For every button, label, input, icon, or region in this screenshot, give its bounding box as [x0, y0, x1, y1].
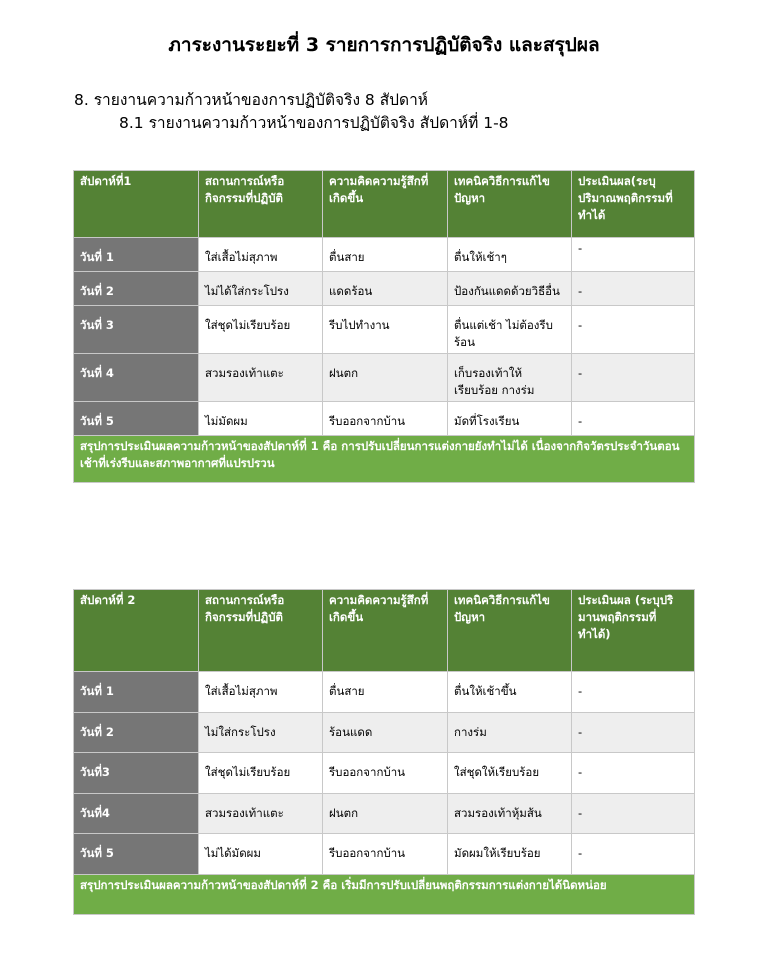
- week-summary: สรุปการประเมินผลความก้าวหน้าของสัปดาห์ที่ 1 คือ การปรับเปลี่ยนการแต่งกายยังทำไม่ได้ เนื่องจากกิจวัตรประจำวันตอนเช้าที่เร่งรีบและสภาพอากาศที่แปรปรวน: [74, 436, 695, 483]
- evaluation-cell: -: [572, 834, 695, 875]
- evaluation-cell: -: [572, 794, 695, 834]
- week-2-table: [73, 589, 695, 915]
- technique-cell: สวมรองเท้าหุ้มส้น: [448, 794, 572, 834]
- feeling-cell: รีบออกจากบ้าน: [323, 402, 448, 436]
- summary-row: [74, 436, 695, 483]
- table-row: [74, 672, 695, 713]
- technique-cell: เก็บรองเท้าให้เรียบร้อย กางร่ม: [448, 354, 572, 402]
- feeling-cell: ร้อนแดด: [323, 713, 448, 753]
- situation-cell: สวมรองเท้าแตะ: [199, 354, 323, 402]
- situation-cell: สวมรองเท้าแตะ: [199, 794, 323, 834]
- technique-cell: ใส่ชุดให้เรียบร้อย: [448, 753, 572, 794]
- header-situation: สถานการณ์หรือกิจกรรมที่ปฏิบัติ: [199, 590, 323, 672]
- header-evaluation: ประเมินผล (ระบุปริมานพฤติกรรมที่ทำได้): [572, 590, 695, 672]
- technique-cell: ตื่นให้เช้าๆ: [448, 238, 572, 272]
- header-feeling: ความคิดความรู้สึกที่เกิดขึ้น: [323, 171, 448, 238]
- evaluation-cell: -: [572, 753, 695, 794]
- table-row: [74, 753, 695, 794]
- table-row: [74, 402, 695, 436]
- situation-cell: ไม่ใส่กระโปรง: [199, 713, 323, 753]
- week-summary: สรุปการประเมินผลความก้าวหน้าของสัปดาห์ที่ 2 คือ เริ่มมีการปรับเปลี่ยนพฤติกรรมการแต่งกายได้นิดหน่อย: [74, 875, 695, 915]
- feeling-cell: รีบออกจากบ้าน: [323, 834, 448, 875]
- header-situation: สถานการณ์หรือกิจกรรมที่ปฏิบัติ: [199, 171, 323, 238]
- feeling-cell: ฝนตก: [323, 794, 448, 834]
- header-technique: เทคนิควิธีการแก้ไขปัญหา: [448, 590, 572, 672]
- situation-cell: ใส่ชุดไม่เรียบร้อย: [199, 306, 323, 354]
- header-evaluation: ประเมินผล(ระบุปริมาณพฤติกรรมที่ทำได้: [572, 171, 695, 238]
- evaluation-cell: -: [572, 272, 695, 306]
- table-row: [74, 354, 695, 402]
- evaluation-cell: -: [572, 238, 695, 272]
- feeling-cell: ตื่นสาย: [323, 672, 448, 713]
- evaluation-cell: -: [572, 402, 695, 436]
- evaluation-cell: -: [572, 354, 695, 402]
- technique-cell: มัดผมให้เรียบร้อย: [448, 834, 572, 875]
- situation-cell: ใส่ชุดไม่เรียบร้อย: [199, 753, 323, 794]
- evaluation-cell: -: [572, 713, 695, 753]
- week-1-table: [73, 170, 695, 483]
- situation-cell: ใส่เสื้อไม่สุภาพ: [199, 238, 323, 272]
- situation-cell: ไม่ได้ใส่กระโปรง: [199, 272, 323, 306]
- day-label: วันที่4: [74, 794, 199, 834]
- day-label: วันที่ 5: [74, 834, 199, 875]
- table-row: [74, 713, 695, 753]
- situation-cell: ไม่ได้มัดผม: [199, 834, 323, 875]
- day-label: วันที่ 3: [74, 306, 199, 354]
- table-row: [74, 794, 695, 834]
- table-row: [74, 306, 695, 354]
- feeling-cell: แดดร้อน: [323, 272, 448, 306]
- situation-cell: ใส่เสื้อไม่สุภาพ: [199, 672, 323, 713]
- situation-cell: ไม่มัดผม: [199, 402, 323, 436]
- header-feeling: ความคิดความรู้สึกที่เกิดขึ้น: [323, 590, 448, 672]
- table-row: [74, 834, 695, 875]
- technique-cell: ตื่นแต่เช้า ไม่ต้องรีบร้อน: [448, 306, 572, 354]
- day-label: วันที่ 5: [74, 402, 199, 436]
- table-row: [74, 272, 695, 306]
- header-technique: เทคนิควิธีการแก้ไขปัญหา: [448, 171, 572, 238]
- header-week: สัปดาห์ที่ 2: [74, 590, 199, 672]
- day-label: วันที่ 2: [74, 272, 199, 306]
- feeling-cell: ตื่นสาย: [323, 238, 448, 272]
- evaluation-cell: -: [572, 306, 695, 354]
- feeling-cell: ฝนตก: [323, 354, 448, 402]
- day-label: วันที่ 4: [74, 354, 199, 402]
- subsection-heading: 8.1 รายงานความก้าวหน้าของการปฏิบัติจริง สัปดาห์ที่ 1-8: [119, 114, 509, 132]
- table-header-row: [74, 171, 695, 238]
- feeling-cell: รีบออกจากบ้าน: [323, 753, 448, 794]
- page-title: ภาระงานระยะที่ 3 รายการการปฏิบัติจริง และสรุปผล: [168, 34, 600, 56]
- day-label: วันที่ 2: [74, 713, 199, 753]
- technique-cell: ป้องกันแดดด้วยวิธีอื่น: [448, 272, 572, 306]
- day-label: วันที่3: [74, 753, 199, 794]
- technique-cell: ตื่นให้เช้าขึ้น: [448, 672, 572, 713]
- table-row: [74, 238, 695, 272]
- day-label: วันที่ 1: [74, 238, 199, 272]
- summary-row: [74, 875, 695, 915]
- section-heading: 8. รายงานความก้าวหน้าของการปฏิบัติจริง 8 สัปดาห์: [74, 91, 429, 109]
- header-week: สัปดาห์ที่1: [74, 171, 199, 238]
- table-header-row: [74, 590, 695, 672]
- technique-cell: มัดที่โรงเรียน: [448, 402, 572, 436]
- technique-cell: กางร่ม: [448, 713, 572, 753]
- day-label: วันที่ 1: [74, 672, 199, 713]
- evaluation-cell: -: [572, 672, 695, 713]
- feeling-cell: รีบไปทำงาน: [323, 306, 448, 354]
